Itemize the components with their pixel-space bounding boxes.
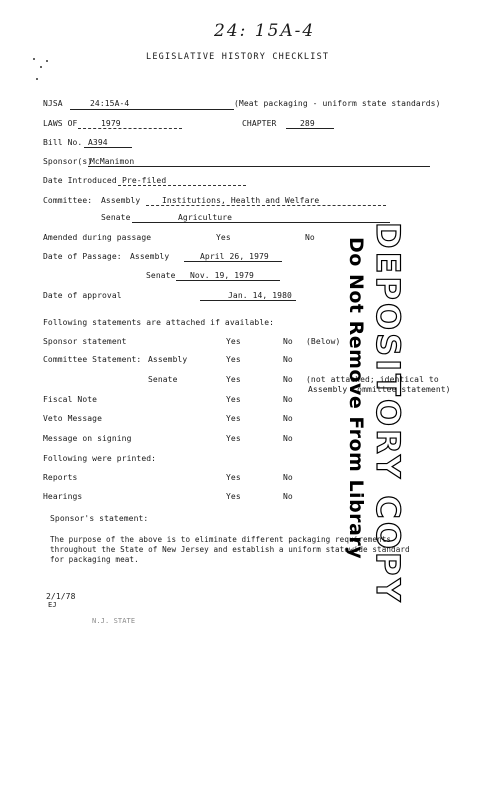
njsa-description: (Meat packaging - uniform state standards)	[234, 99, 441, 108]
statement-row-note: (not attached; identical to	[306, 375, 439, 384]
sponsor-statement-line: throughout the State of New Jersey and establish a uniform statewide standard	[50, 545, 410, 554]
sponsor-underline	[88, 166, 430, 167]
chapter-underline	[286, 128, 334, 129]
chapter-label: CHAPTER	[242, 119, 277, 128]
committee-assembly-underline	[146, 205, 386, 206]
bill-value: A394	[88, 138, 108, 147]
do-not-remove-stamp: Do Not Remove From Library	[345, 237, 367, 560]
approval-label: Date of approval	[43, 291, 122, 300]
printed-row-no: No	[283, 473, 293, 482]
statement-row-no: No	[283, 375, 293, 384]
amended-yes-crossed: Yes	[216, 233, 231, 242]
sponsor-statement-line: for packaging meat.	[50, 555, 139, 564]
printed-row-label: Hearings	[43, 492, 83, 501]
speck	[36, 78, 38, 80]
statement-row-no: No	[283, 337, 293, 346]
statement-row-note-2: Assembly Committee statement)	[308, 385, 451, 394]
sponsor-statement-heading: Sponsor's statement:	[50, 514, 149, 523]
statement-row-yes-crossed: Yes	[226, 414, 241, 423]
committee-senate-value: Agriculture	[178, 213, 233, 222]
statement-row-yes: Yes	[226, 375, 241, 384]
amended-no: No	[305, 233, 315, 242]
passage-label: Date of Passage:	[43, 252, 122, 261]
passage-assembly-underline	[184, 261, 282, 262]
passage-senate-underline	[176, 280, 280, 281]
laws-value: 1979	[101, 119, 121, 128]
njsa-label: NJSA	[43, 99, 63, 108]
footer-initials: 2/1/78	[46, 592, 76, 601]
committee-assembly-label: Assembly	[101, 196, 141, 205]
statement-row-label: Sponsor statement	[43, 337, 127, 346]
statement-row-label: Committee Statement:	[43, 355, 142, 364]
sponsor-label: Sponsor(s)	[43, 157, 93, 166]
committee-senate-label: Senate	[101, 213, 131, 222]
speck	[46, 60, 48, 62]
speck	[40, 66, 42, 68]
statement-row-no: No	[283, 355, 293, 364]
statement-row-yes: Yes	[226, 434, 241, 443]
njsa-underline	[70, 109, 234, 110]
laws-underline	[78, 128, 182, 129]
sponsor-statement-line: The purpose of the above is to eliminate different packaging requirements	[50, 535, 392, 544]
statement-row-yes: Yes	[226, 355, 241, 364]
date-introduced-label: Date Introduced	[43, 176, 117, 185]
printed-row-label: Reports	[43, 473, 78, 482]
printed-row-no: No	[283, 492, 293, 501]
amended-label: Amended during passage	[43, 233, 152, 242]
faint-stamp: N.J. STATE	[92, 617, 136, 625]
laws-label: LAWS OF	[43, 119, 78, 128]
statement-row-no: No	[283, 414, 293, 423]
passage-assembly-label: Assembly	[130, 252, 170, 261]
statement-row-yes: Yes	[226, 337, 241, 346]
sponsor-value: McManimon	[90, 157, 135, 166]
chapter-value: 289	[300, 119, 315, 128]
depository-copy-stamp: DEPOSITORY COPY	[369, 222, 407, 605]
printed-intro: Following were printed:	[43, 454, 157, 463]
statement-row-no-crossed: No	[283, 434, 293, 443]
footer-initials-2: EJ	[48, 601, 57, 609]
date-introduced-value: Pre-filed	[122, 176, 167, 185]
printed-row-yes-crossed: Yes	[226, 473, 241, 482]
bill-label: Bill No.	[43, 138, 83, 147]
speck	[33, 58, 35, 60]
approval-value: Jan. 14, 1980	[228, 291, 292, 300]
date-introduced-underline	[118, 185, 246, 186]
statement-row-sub: Senate	[148, 375, 178, 384]
statement-row-label: Message on signing	[43, 434, 132, 443]
page-title: LEGISLATIVE HISTORY CHECKLIST	[146, 52, 330, 62]
statement-row-yes-crossed: Yes	[226, 395, 241, 404]
committee-senate-underline	[132, 222, 390, 223]
passage-senate-value: Nov. 19, 1979	[190, 271, 254, 280]
statement-row-label: Fiscal Note	[43, 395, 98, 404]
approval-underline	[200, 300, 296, 301]
statement-row-sub: Assembly	[148, 355, 188, 364]
statement-row-no: No	[283, 395, 293, 404]
committee-label: Committee:	[43, 196, 93, 205]
passage-assembly-value: April 26, 1979	[200, 252, 269, 261]
njsa-value: 24:15A-4	[90, 99, 130, 108]
handwritten-number: 24: 15A-4	[214, 21, 316, 41]
passage-senate-label: Senate	[146, 271, 176, 280]
statement-row-label: Veto Message	[43, 414, 102, 423]
printed-row-yes-crossed: Yes	[226, 492, 241, 501]
committee-assembly-value: Institutions, Health and Welfare	[162, 196, 320, 205]
statement-row-note: (Below)	[306, 337, 341, 346]
bill-underline	[84, 147, 132, 148]
statements-intro: Following statements are attached if available:	[43, 318, 275, 327]
